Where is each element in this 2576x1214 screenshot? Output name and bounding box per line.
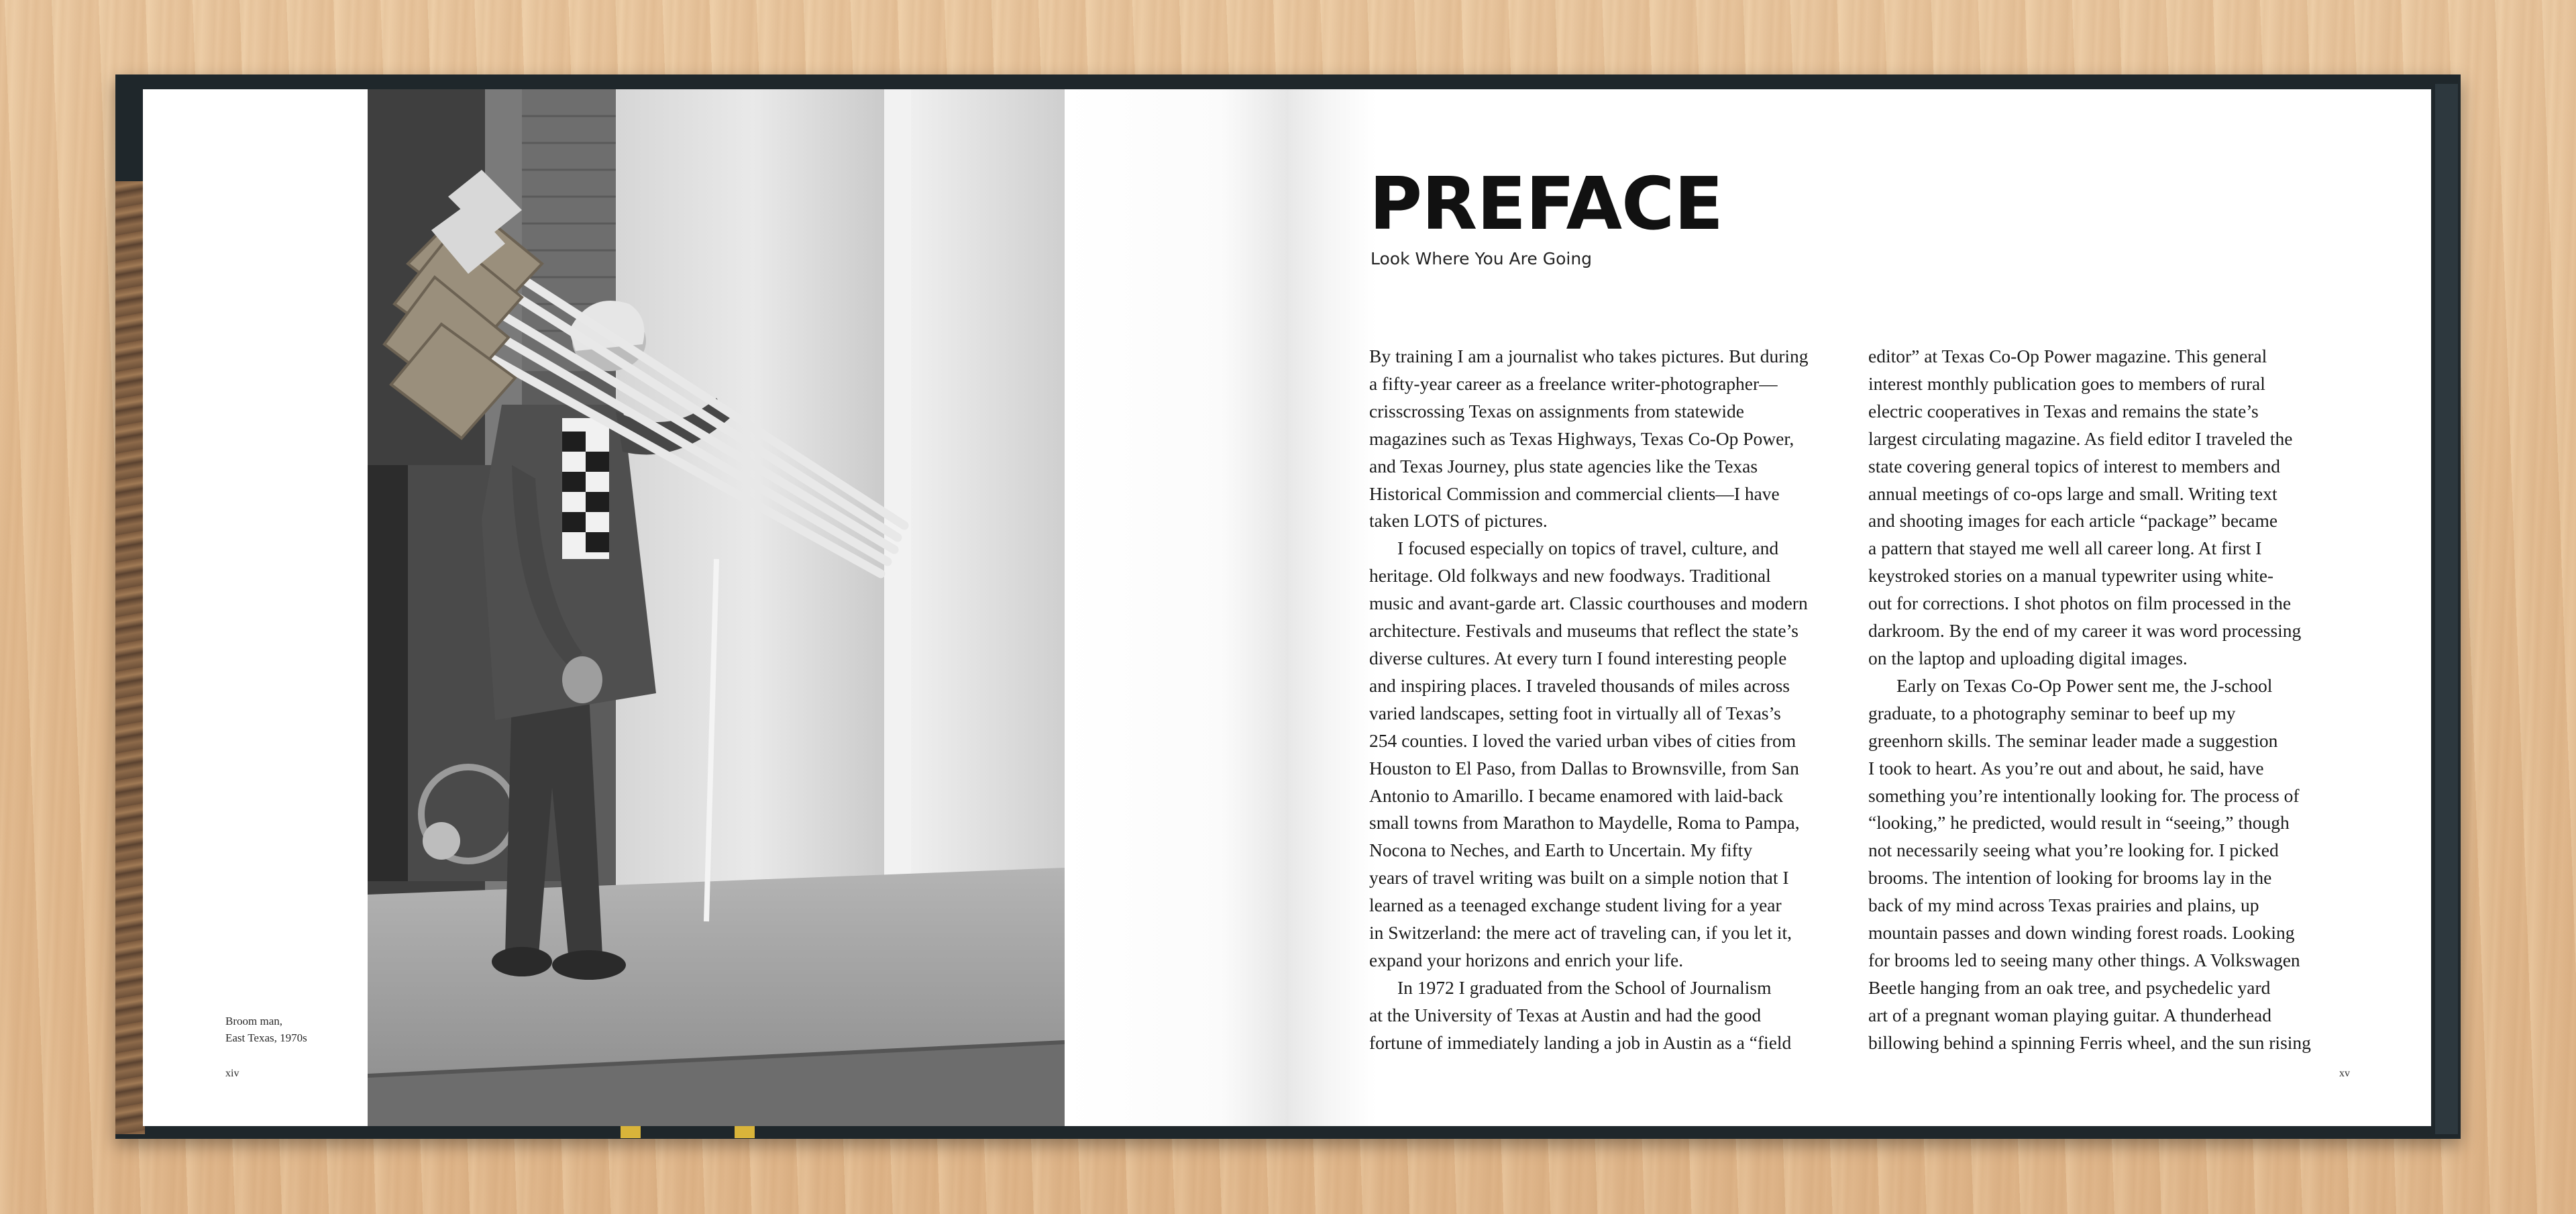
left-page-gutter [1065,89,1289,1126]
text-line: and inspiring places. I traveled thousands of miles across [1369,674,1790,696]
text-line: I focused especially on topics of travel, culture, and [1397,538,1779,559]
text-line: a fifty-year career as a freelance writer-photographer— [1369,372,1778,394]
paragraph [1868,672,2368,1057]
text-line: interest monthly publication goes to members of rural [1868,372,2265,394]
right-page [1289,89,2431,1126]
text-line: learned as a teenaged exchange student living for a year [1369,895,1782,916]
text-line: billowing behind a spinning Ferris wheel, and the sun rising [1868,1031,2311,1053]
text-line: and shooting images for each article “package” became [1868,510,2278,532]
text-line: years of travel writing was built on a simple notion that I [1369,867,1789,889]
page-title: PREFACE [1369,162,1723,246]
text-line: back of my mind across Texas prairies and plains, up [1868,895,2259,916]
text-line: Antonio to Amarillo. I became enamored with laid-back [1369,785,1784,806]
text-line: on the laptop and uploading digital images. [1868,647,2188,668]
broom-man-photo [368,89,1065,1126]
page-number-left: xiv [225,1068,239,1079]
text-line: crisscrossing Texas on assignments from statewide [1369,400,1744,421]
text-line: By training I am a journalist who takes pictures. But during [1369,346,1809,366]
text-column-2 [1868,343,2368,1057]
text-line: graduate, to a photography seminar to beef up my [1868,702,2236,723]
text-line: Beetle hanging from an oak tree, and psychedelic yard [1868,976,2271,998]
text-line: brooms. The intention of looking for brooms lay in the [1868,867,2272,889]
background-photo-edge [115,181,145,1134]
bookmark-ribbon [621,1126,641,1138]
text-line: diverse cultures. At every turn I found interesting people [1369,647,1787,668]
paragraph [1868,343,2368,672]
text-line: expand your horizons and enrich your life. [1369,949,1684,970]
text-line: Early on Texas Co-Op Power sent me, the J-school [1896,674,2273,696]
page-number-right: xv [2339,1068,2350,1079]
text-line: art of a pregnant woman playing guitar. A thunderhead [1868,1004,2272,1025]
photo-caption [225,1013,307,1046]
text-line: keystroked stories on a manual typewriter using white- [1868,565,2274,587]
text-line: 254 counties. I loved the varied urban vibes of cities from [1369,729,1796,751]
text-line: architecture. Festivals and museums that reflect the state’s [1369,620,1799,642]
text-line: and Texas Journey, plus state agencies like the Texas [1369,455,1758,476]
text-line: small towns from Marathon to Maydelle, Roma to Pampa, [1369,812,1800,833]
text-line: fortune of immediately landing a job in Austin as a “field [1369,1031,1792,1053]
text-line: out for corrections. I shot photos on film processed in the [1868,593,2292,614]
paragraph [1369,974,1869,1057]
text-line: magazines such as Texas Highways, Texas Co-Op Power, [1369,427,1794,449]
text-line: something you’re intentionally looking for. The process of [1868,785,2300,806]
text-line: mountain passes and down winding forest roads. Looking [1868,922,2295,944]
text-line: Houston to El Paso, from Dallas to Brownsville, from San [1369,757,1799,778]
left-page [143,89,1289,1126]
text-line: at the University of Texas at Austin and had the good [1369,1004,1762,1025]
text-line: Historical Commission and commercial clients—I have [1369,483,1780,504]
page-subtitle: Look Where You Are Going [1371,249,1593,268]
bookmark-ribbon [735,1126,755,1138]
text-line: music and avant-garde art. Classic courthouses and modern [1369,593,1808,614]
text-line: taken LOTS of pictures. [1369,510,1548,532]
caption-line-2: East Texas, 1970s [225,1031,307,1044]
text-line: darkroom. By the end of my career it was word processing [1868,620,2302,642]
text-line: varied landscapes, setting foot in virtually all of Texas’s [1369,702,1781,723]
text-line: greenhorn skills. The seminar leader made a suggestion [1868,729,2278,751]
text-line: annual meetings of co-ops large and small. Writing text [1868,483,2277,504]
text-line: In 1972 I graduated from the School of Journalism [1397,976,1772,998]
paragraph [1369,535,1869,974]
text-line: I took to heart. As you’re out and about, he said, have [1868,757,2264,778]
text-column-1 [1369,343,1869,1057]
text-line: not necessarily seeing what you’re looking for. I picked [1868,840,2279,861]
text-line: heritage. Old folkways and new foodways. Traditional [1369,565,1771,587]
book-cover-edge [2435,84,2458,1134]
text-line: editor” at Texas Co-Op Power magazine. This general [1868,346,2267,366]
text-line: largest circulating magazine. As field editor I traveled the [1868,427,2293,449]
text-line: in Switzerland: the mere act of traveling can, if you let it, [1369,922,1792,944]
text-line: state covering general topics of interest to members and [1868,455,2280,476]
caption-line-1: Broom man, [225,1015,282,1027]
text-line: a pattern that stayed me well all career long. At first I [1868,538,2262,559]
paragraph [1369,343,1869,535]
text-line: electric cooperatives in Texas and remains the state’s [1868,400,2259,421]
text-line: Nocona to Neches, and Earth to Uncertain. My fifty [1369,840,1753,861]
text-line: for brooms led to seeing many other things. A Volkswagen [1868,949,2300,970]
text-line: “looking,” he predicted, would result in “seeing,” though [1868,812,2290,833]
